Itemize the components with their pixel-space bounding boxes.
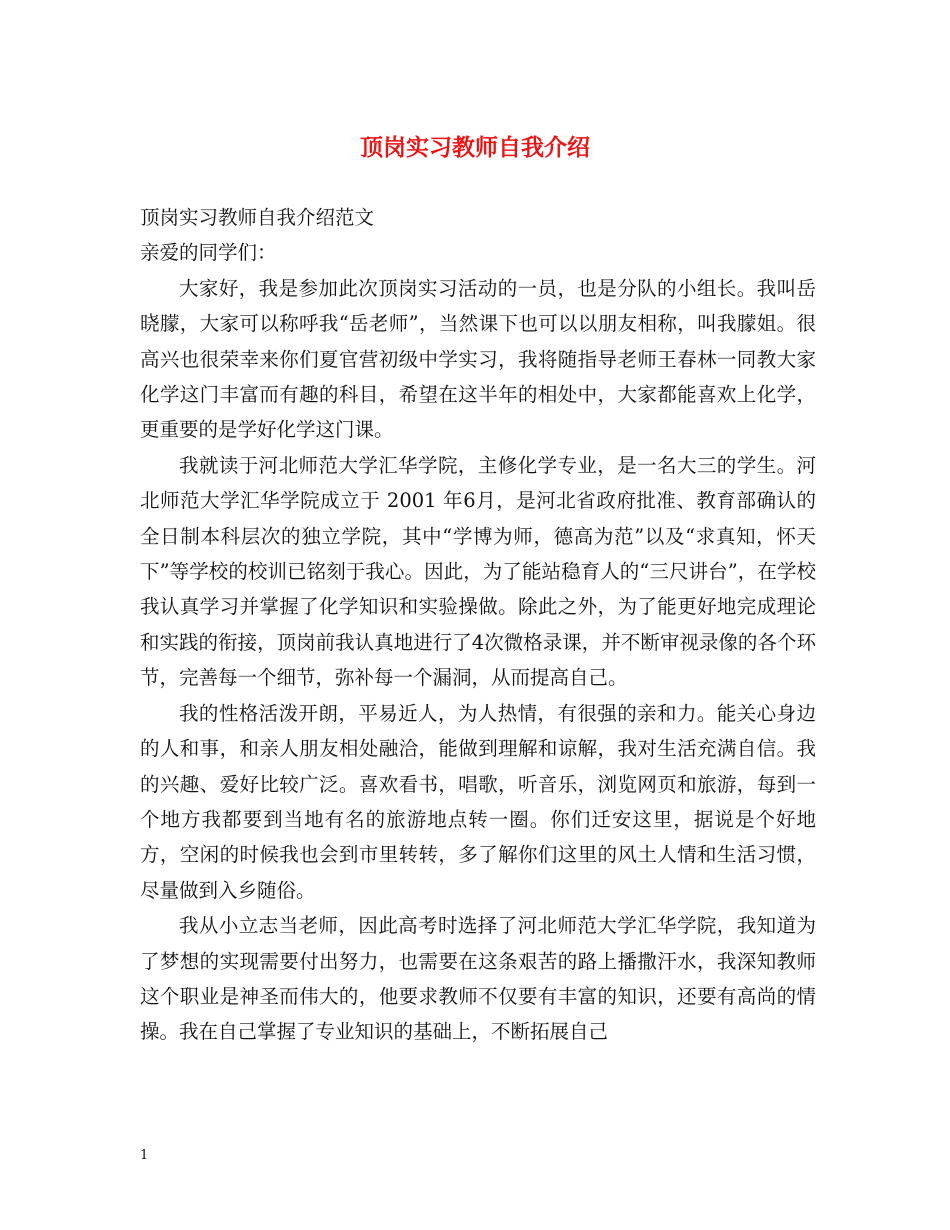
salutation: 亲爱的同学们： [140, 241, 277, 265]
paragraph-personality: 我的性格活泼开朗，平易近人，为人热情，有很强的亲和力。能关心身边的人和事，和亲人朋友相处融洽，能做到理解和谅解，我对生活充满自信。我的兴趣、爱好比较广泛。喜欢看书，唱歌，听音乐，浏览网页和旅游，每到一个地方我都要到当地有名的旅游地点转一圈。你们迁安这里，据说是个好地方，空闲的时候我也会到市里转转，多了解你们这里的风土人情和生活习惯，尽量做到入乡随俗。 [140, 701, 816, 902]
document-title: 顶岗实习教师自我介绍 [360, 134, 590, 161]
document-body [140, 200, 816, 1050]
page-number: 1 [140, 1148, 149, 1163]
paragraph-aspiration: 我从小立志当老师，因此高考时选择了河北师范大学汇华学院，我知道为了梦想的实现需要付出努力，也需要在这条艰苦的路上播撒汗水，我深知教师这个职业是神圣而伟大的，他要求教师不仅要有丰富的知识，还要有高尚的情操。我在自己掌握了专业知识的基础上，不断拓展自己 [140, 914, 816, 1044]
paragraph-education: 我就读于河北师范大学汇华学院，主修化学专业，是一名大三的学生。河北师范大学汇华学院成立于 2001 年6月，是河北省政府批准、教育部确认的全日制本科层次的独立学院，其中“学博为师，德高为范”以及“求真知，怀天下”等学校的校训已铭刻于我心。因此，为了能站稳育人的“三尺讲台”，在学校我认真学习并掌握了化学知识和实验操做。除此之外，为了能更好地完成理论和实践的衔接，顶岗前我认真地进行了4次微格录课，并不断审视录像的各个环节，完善每一个细节，弥补每一个漏洞，从而提高自己。 [140, 453, 816, 690]
document-subtitle: 顶岗实习教师自我介绍范文 [140, 206, 375, 229]
paragraph-greeting: 大家好，我是参加此次顶岗实习活动的一员，也是分队的小组长。我叫岳晓朦，大家可以称呼我“岳老师”，当然课下也可以以朋友相称，叫我朦姐。很高兴也很荣幸来你们夏官营初级中学实习，我将随指导老师王春林一同教大家化学这门丰富而有趣的科目，希望在这半年的相处中，大家都能喜欢上化学，更重要的是学好化学这门课。 [140, 276, 816, 442]
